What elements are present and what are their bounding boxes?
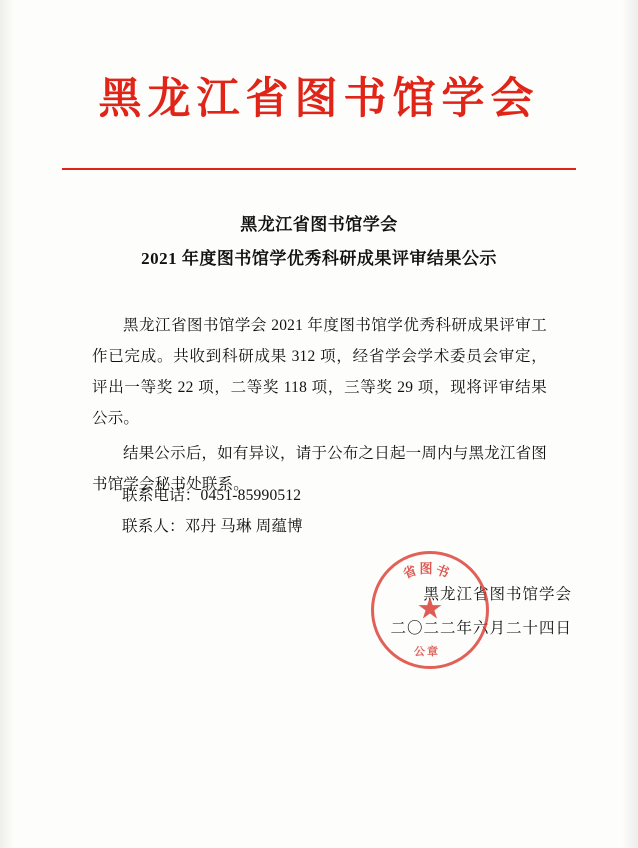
masthead-divider <box>62 168 576 170</box>
document-body <box>92 310 547 504</box>
body-paragraph-2: 结果公示后，如有异议，请于公布之日起一周内与黑龙江省图书馆学会秘书处联系。 <box>92 445 547 493</box>
seal-bottom-label: 公章 <box>414 646 440 658</box>
document-title-line-2: 2021 年度图书馆学优秀科研成果评审结果公示 <box>141 249 497 268</box>
signature-block <box>322 578 572 646</box>
document-title <box>0 208 638 276</box>
contact-block <box>122 480 552 542</box>
masthead-title: 黑龙江省图书馆学会 <box>98 76 540 123</box>
document-title-line-1: 黑龙江省图书馆学会 <box>240 215 398 234</box>
seal-arc-label: 省图书 <box>400 561 454 582</box>
body-paragraph-1: 黑龙江省图书馆学会 2021 年度图书馆学优秀科研成果评审工作已完成。共收到科研成果 312 项，经省学会学术委员会审定，评出一等奖 22 项，二等奖 118 项，三等奖 29 项，现将评审结果公示。 <box>92 317 547 427</box>
signature-organization: 黑龙江省图书馆学会 <box>423 586 572 603</box>
signature-date: 二〇二二年六月二十四日 <box>390 620 572 637</box>
seal-star-icon: ★ <box>416 592 444 626</box>
contact-phone: 联系电话：0451-85990512 <box>122 487 302 504</box>
masthead <box>0 76 638 123</box>
contact-person: 联系人：邓丹 马琳 周蕴博 <box>122 518 303 535</box>
